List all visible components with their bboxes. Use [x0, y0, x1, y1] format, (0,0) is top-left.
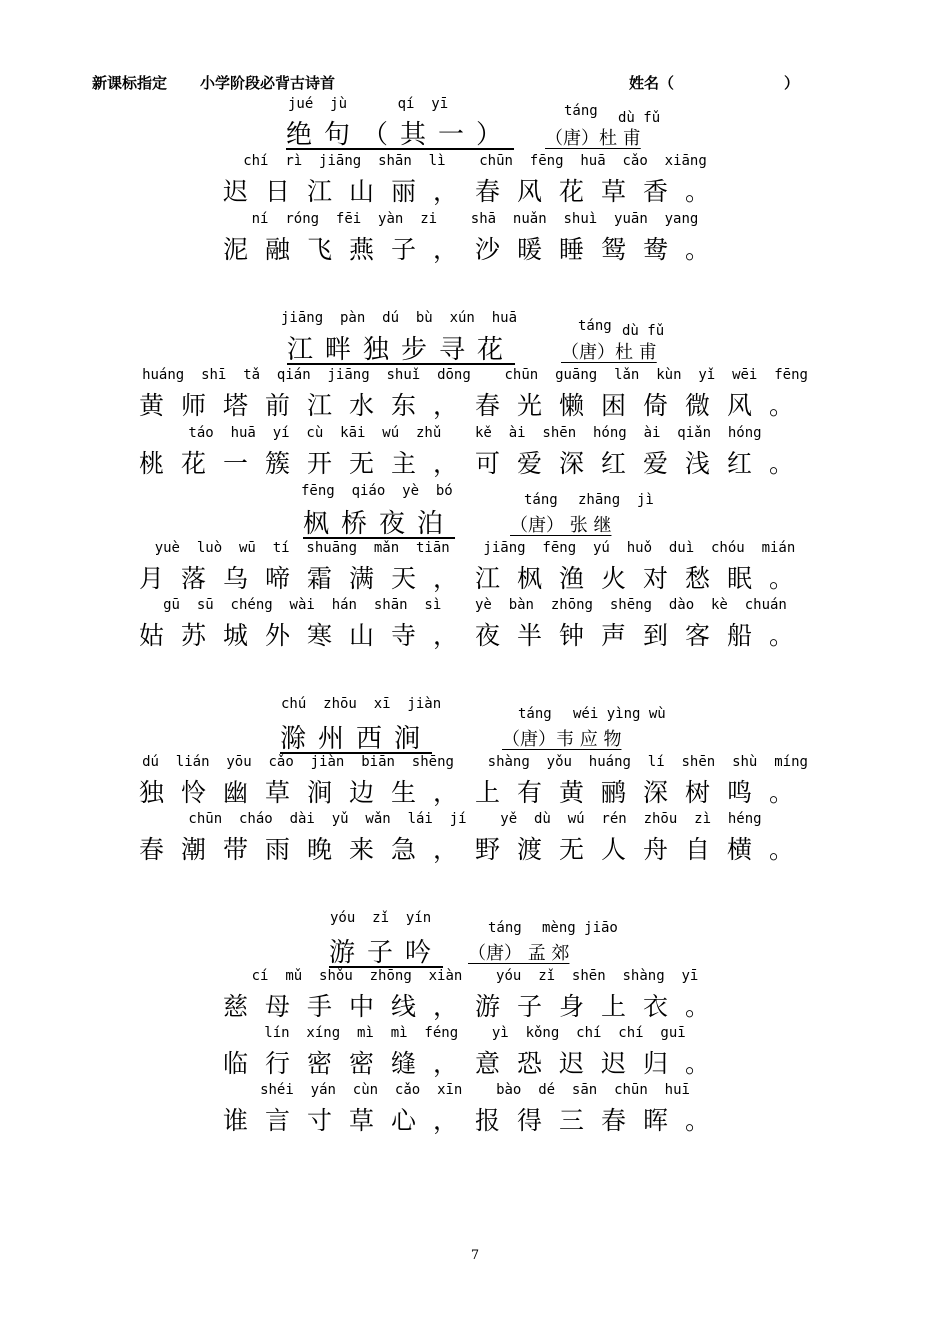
- poem-title-pinyin: yóu zǐ yín: [330, 910, 432, 926]
- pinyin-line: huáng shī tǎ qián jiāng shuǐ dōng chūn guāng lǎn kùn yǐ wēi fēng: [142, 367, 808, 383]
- author-line: （唐） 张 继: [510, 515, 612, 536]
- page-number: 7: [470, 1248, 480, 1263]
- poem-title-pinyin: fēng qiáo yè bó: [301, 483, 453, 499]
- dynasty-pinyin: táng: [564, 103, 598, 119]
- poem-line: 春潮带雨晚来急，野渡无人舟自横。: [138, 835, 811, 864]
- pinyin-line: ní róng fēi yàn zi shā nuǎn shuì yuān yang: [251, 211, 699, 227]
- name-close-paren: ）: [784, 74, 800, 92]
- poem-title-pinyin: jué jù qí yī: [288, 96, 449, 112]
- name-label: 姓名（: [629, 74, 675, 92]
- poem-line: 临行密密缝，意恐迟迟归。: [222, 1049, 727, 1078]
- author-line: （唐）杜 甫: [545, 128, 641, 149]
- poem-line: 黄师塔前江水东，春光懒困倚微风。: [138, 391, 811, 420]
- author-pinyin: wéi yìng wù: [573, 706, 666, 722]
- poem-title: 游子吟: [329, 938, 444, 968]
- poem-line: 月落乌啼霜满天，江枫渔火对愁眠。: [138, 564, 811, 593]
- pinyin-line: chí rì jiāng shān lì chūn fēng huā cǎo xiāng: [243, 153, 707, 169]
- author-line: （唐）杜 甫: [561, 342, 657, 363]
- poem-title-pinyin: jiāng pàn dú bù xún huā: [281, 310, 518, 326]
- poem-line: 独怜幽草涧边生，上有黄鹂深树鸣。: [138, 778, 811, 807]
- poem-title: 枫桥夜泊: [303, 509, 456, 539]
- header-series: 新课标指定: [92, 74, 168, 92]
- pinyin-line: shéi yán cùn cǎo xīn bào dé sān chūn huī: [260, 1082, 690, 1098]
- dynasty-pinyin: táng: [578, 318, 612, 334]
- poem-line: 桃花一簇开无主，可爱深红爱浅红。: [138, 449, 811, 478]
- poem-title-pinyin: chú zhōu xī jiàn: [281, 696, 442, 712]
- pinyin-line: dú lián yōu cǎo jiàn biān shēng shàng yǒu huáng lí shēn shù míng: [142, 754, 808, 770]
- pinyin-line: táo huā yí cù kāi wú zhǔ kě ài shēn hóng ài qiǎn hóng: [188, 425, 762, 441]
- poem-title: 滁州西涧: [280, 724, 433, 754]
- author-pinyin: zhāng jì: [578, 492, 654, 508]
- pinyin-line: yuè luò wū tí shuāng mǎn tiān jiāng fēng yú huǒ duì chóu mián: [154, 540, 796, 556]
- poem-title: 绝句（其一）: [286, 120, 515, 150]
- author-line: （唐） 孟 郊: [468, 943, 570, 964]
- poem-line: 慈母手中线，游子身上衣。: [222, 992, 727, 1021]
- author-pinyin: dù fǔ: [622, 323, 665, 339]
- dynasty-pinyin: táng: [518, 706, 552, 722]
- pinyin-line: cí mǔ shǒu zhōng xiàn yóu zǐ shēn shàng yī: [251, 968, 699, 984]
- poem-line: 谁言寸草心，报得三春晖。: [222, 1106, 727, 1135]
- author-line: （唐）韦 应 物: [502, 729, 622, 750]
- poem-line: 迟日江山丽，春风花草香。: [222, 177, 727, 206]
- poem-title: 江畔独步寻花: [287, 335, 516, 365]
- pinyin-line: gū sū chéng wài hán shān sì yè bàn zhōng shēng dào kè chuán: [163, 597, 787, 613]
- poem-line: 泥融飞燕子，沙暖睡鸳鸯。: [222, 235, 727, 264]
- dynasty-pinyin: táng: [488, 920, 522, 936]
- pinyin-line: chūn cháo dài yǔ wǎn lái jí yě dù wú rén zhōu zì héng: [188, 811, 762, 827]
- header-subtitle: 小学阶段必背古诗首: [200, 74, 336, 92]
- poem-line: 姑苏城外寒山寺，夜半钟声到客船。: [138, 621, 811, 650]
- author-pinyin: mèng jiāo: [542, 920, 618, 936]
- author-pinyin: dù fǔ: [618, 110, 661, 126]
- dynasty-pinyin: táng: [524, 492, 558, 508]
- pinyin-line: lín xíng mì mì féng yì kǒng chí chí guī: [264, 1025, 686, 1041]
